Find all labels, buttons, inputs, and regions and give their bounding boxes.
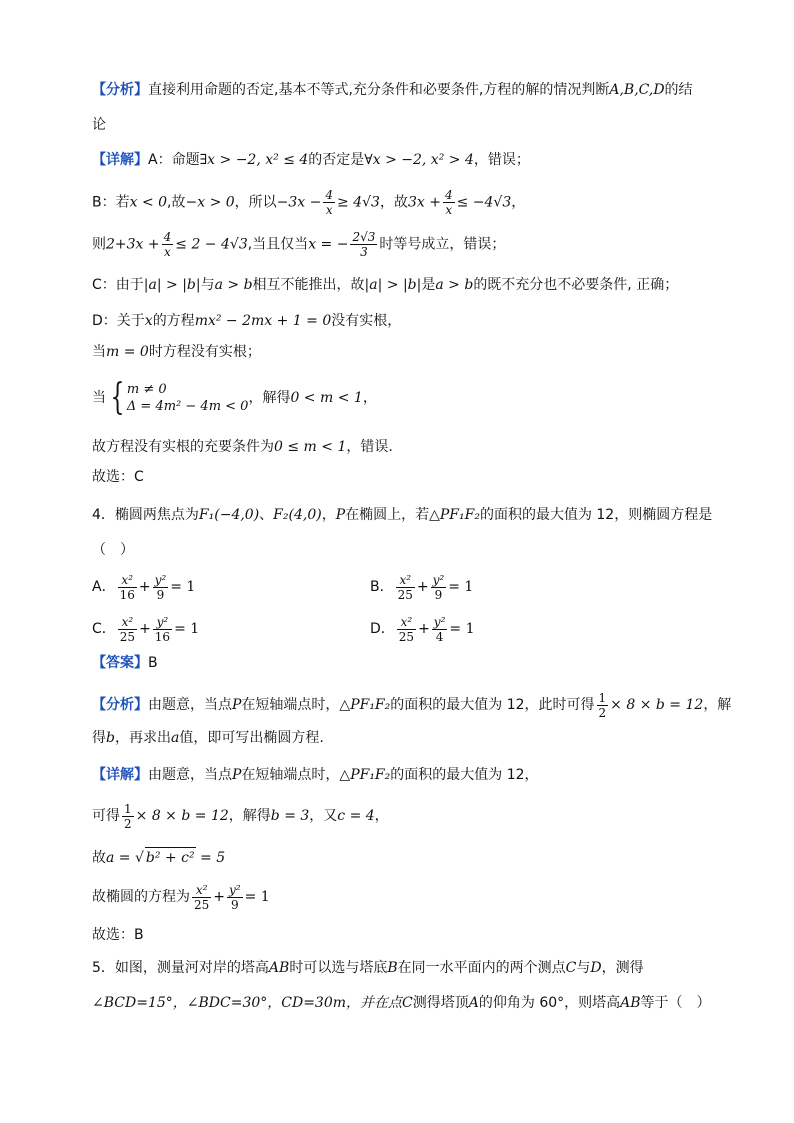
- q3-b-frac2: [443, 188, 455, 217]
- q4-detail: [92, 765, 539, 785]
- q4-de3-sqrt: b² + c²: [145, 847, 196, 868]
- system-row: m ≠ 0: [126, 382, 167, 397]
- option-y-frac: [153, 615, 172, 644]
- analysis-tag: 【分析】: [92, 82, 148, 98]
- q3-d4-text: 故方程没有实根的充要条件为: [92, 439, 274, 455]
- q4-an-c: 的面积的最大值为 12，此时可得: [390, 697, 595, 713]
- q4-de2-c: ，又: [309, 808, 338, 824]
- q4-stem-b: ，: [321, 507, 336, 523]
- q4-an-a: 由题意，当点: [148, 697, 232, 713]
- q4-de-p: P: [232, 767, 242, 783]
- option-x-frac: [118, 615, 137, 644]
- frac-numerator: y²: [153, 615, 172, 630]
- q4-de-c: 的面积的最大值为 12，: [390, 767, 539, 783]
- q4-option-b[interactable]: B． $\frac{\text{x²}}{25}$ + $\frac{\text{y²}}{9}$ = 1: [370, 572, 474, 602]
- q5-l1c: 在同一水平面内的两个测点: [397, 960, 566, 976]
- q3-analysis-tail: 的结: [664, 82, 693, 98]
- q3-b-mid1: ,故: [167, 194, 186, 211]
- q4-choice-text: 故选：B: [92, 927, 144, 943]
- q3-d-x: x: [144, 313, 153, 329]
- analysis-tag: 【分析】: [92, 697, 148, 713]
- q4-an-tri: △PF₁F₂: [339, 697, 391, 713]
- option-label: C．: [92, 621, 116, 637]
- frac-denominator: 16: [119, 587, 135, 602]
- q4-an2-a: 得: [92, 730, 106, 746]
- frac-numerator: 2√3: [352, 230, 376, 244]
- q4-an-expr: × 8 × b = 12: [610, 697, 704, 713]
- q3-analysis-line2: [92, 115, 106, 135]
- frac-numerator: x²: [397, 615, 416, 630]
- q3-detail-d3: [92, 378, 377, 418]
- option-eq: = 1: [449, 621, 475, 637]
- q3-b2-end: 时等号成立，错误；: [379, 236, 506, 253]
- q4-triangle: △PF₁F₂: [429, 507, 480, 523]
- frac-denominator: 3: [360, 245, 368, 259]
- q4-de4-xfrac: [192, 883, 211, 912]
- q3-c-mid1: 与: [200, 277, 215, 293]
- q4-detail2: [92, 800, 389, 832]
- q4-stem-c: 在椭圆上，若: [345, 507, 430, 523]
- q4-de2-d: ，: [374, 808, 389, 824]
- q3-c-expr2: a > b: [214, 277, 253, 293]
- q4-stem: [92, 505, 712, 525]
- frac-numerator: 1: [598, 690, 607, 705]
- option-eq: = 1: [448, 579, 474, 595]
- q3-d-mid: 的方程: [152, 313, 195, 329]
- frac-numerator: x²: [118, 573, 137, 588]
- q4-de2-b: ，解得: [228, 808, 271, 824]
- q5-l2-a: A: [468, 995, 479, 1011]
- q3-analysis-text: 直接利用命题的否定,基本不等式,充分条件和必要条件,方程的解的情况判断: [148, 82, 610, 98]
- q3-analysis-text2: 论: [92, 117, 106, 133]
- q3-a-label: A：命题: [148, 152, 200, 168]
- q4-de4-eq: = 1: [244, 889, 270, 905]
- q4-de-b: 在短轴端点时，: [241, 767, 340, 783]
- frac-denominator: 2: [598, 705, 607, 720]
- q4-an-b: 在短轴端点时，: [241, 697, 340, 713]
- q3-detail-a: [92, 150, 530, 170]
- brace-icon: {: [110, 377, 125, 418]
- q3-b-cond1: x < 0: [129, 194, 168, 211]
- q5-l2d: 的仰角为 60°，则塔高: [478, 995, 621, 1011]
- frac-numerator: 4: [163, 230, 172, 244]
- frac-denominator: 4: [435, 629, 444, 644]
- frac-denominator: x: [445, 203, 453, 217]
- q5-c: C: [565, 960, 577, 976]
- q5-l2ab: AB: [620, 995, 641, 1011]
- q3-b2-expr-b: ≤ 2 − 4√3: [175, 236, 248, 253]
- frac-denominator: 2: [124, 816, 132, 831]
- q4-answer: [92, 653, 158, 673]
- q4-option-c[interactable]: C． $\frac{\text{x²}}{25}$ + $\frac{\text{y²}}{16}$ = 1: [92, 614, 200, 644]
- option-label: D．: [370, 621, 395, 637]
- q4-paren-text: （ ）: [92, 542, 134, 558]
- q3-b-end: ，: [511, 194, 526, 211]
- q3-a-mid: 的否定是: [308, 152, 365, 168]
- q4-an-d: ，解: [703, 697, 732, 713]
- frac-numerator: y²: [154, 572, 167, 587]
- q3-d2-end: 时方程没有实根；: [148, 344, 261, 360]
- q3-choice-text: 故选：C: [92, 469, 144, 485]
- q4-choice: [92, 925, 144, 945]
- q4-focus2: F₂(4,0): [273, 507, 322, 523]
- q4-analysis2: [92, 728, 324, 748]
- frac-denominator: x: [325, 203, 333, 217]
- q3-analysis-options: A,B,C,D: [609, 82, 665, 98]
- system-row: Δ = 4m² − 4m < 0: [126, 399, 249, 414]
- q3-b-cond2: −x > 0: [185, 194, 235, 211]
- q3-a-expr2: ∀x > −2, x² > 4: [364, 152, 474, 168]
- q4-focus1: F₁(−4,0): [198, 507, 260, 523]
- q3-d2-expr: m = 0: [106, 344, 149, 360]
- q3-c-expr1b: |a| > |b|: [364, 277, 422, 293]
- frac-denominator: 25: [119, 629, 136, 644]
- q3-detail-b: [92, 188, 525, 217]
- q4-point-p: P: [335, 507, 346, 523]
- q5-stem2: [92, 993, 711, 1013]
- q5-l1d: 与: [576, 960, 591, 976]
- q3-b2-x: x = −: [308, 236, 349, 253]
- option-y-frac: [432, 615, 448, 644]
- q4-de2-a: 可得: [92, 808, 120, 824]
- frac-denominator: 16: [154, 629, 171, 644]
- q4-answer-value: B: [148, 655, 158, 671]
- q4-de-tri: △PF₁F₂: [339, 767, 391, 783]
- q3-b2-frac2: [350, 230, 377, 259]
- frac-denominator: x: [164, 245, 171, 259]
- q4-an2-b: ，再求出: [114, 730, 171, 746]
- frac-denominator: 9: [156, 587, 165, 602]
- q3-b2-prefix: 则: [92, 236, 106, 253]
- option-x-frac: [118, 573, 137, 602]
- option-eq: = 1: [174, 621, 200, 637]
- frac-denominator: 25: [194, 897, 210, 912]
- q5-stem1: [92, 958, 644, 978]
- q3-b-expr2a: 3x +: [407, 194, 441, 211]
- q3-d2-prefix: 当: [92, 344, 106, 360]
- q4-detail4: 故椭圆的方程为 $\frac{\text{x²}}{25}$ + $\frac{\text{y²}}{9}$ = 1: [92, 882, 270, 912]
- q4-de3-expr-b: = 5: [200, 850, 226, 866]
- frac-numerator: y²: [432, 572, 445, 587]
- q3-d3-mid: ，解得: [248, 390, 291, 406]
- q4-stem-d: 的面积的最大值为 12，则椭圆方程是: [479, 507, 713, 523]
- q4-analysis: [92, 690, 731, 720]
- q3-d4-expr: 0 ≤ m < 1: [274, 439, 347, 455]
- q3-c-expr2b: a > b: [435, 277, 474, 293]
- q4-de3-a: 故: [92, 850, 106, 866]
- q5-l2e: 等于（ ）: [640, 995, 711, 1011]
- q3-c-mid3: 是: [421, 277, 436, 293]
- q4-de4-a: 故椭圆的方程为: [92, 889, 190, 905]
- q4-de2-bval: b = 3: [270, 808, 310, 824]
- q3-b2-expr-a: 2+3x +: [106, 236, 160, 253]
- q3-b2-frac: [162, 230, 174, 259]
- half-frac: [122, 802, 134, 831]
- q4-option-a[interactable]: A． $\frac{\text{x²}}{16}$ + $\frac{\text{y²}}{9}$ = 1: [92, 572, 196, 602]
- q3-b-prefix: B：若: [92, 194, 130, 211]
- option-label: B．: [370, 579, 394, 595]
- frac-denominator: 25: [398, 629, 415, 644]
- q3-b-mid3: ，故: [379, 194, 408, 211]
- option-label: A．: [92, 579, 116, 595]
- q3-detail-b2: [92, 230, 505, 259]
- q3-d-prefix: D：关于: [92, 313, 145, 329]
- frac-numerator: x²: [118, 615, 137, 630]
- q3-c-prefix: C：由于: [92, 277, 144, 293]
- q5-d: D: [590, 960, 602, 976]
- frac-numerator: 1: [124, 801, 132, 816]
- q4-de-a: 由题意，当点: [148, 767, 232, 783]
- q5-l1e: ，测得: [601, 960, 644, 976]
- q4-de4-yfrac: [227, 883, 243, 912]
- q3-c-mid2: 相互不能推出，故: [252, 277, 365, 293]
- answer-tag: 【答案】: [92, 655, 148, 671]
- q5-ab: AB: [268, 960, 290, 976]
- q4-option-d[interactable]: D． $\frac{\text{x²}}{25}$ + $\frac{\text{y²}}{4}$ = 1: [370, 614, 475, 644]
- q3-d-eq: mx² − 2mx + 1 = 0: [194, 313, 332, 329]
- q4-an2-c: 值，即可写出椭圆方程.: [179, 730, 324, 746]
- q5-l1b: 时可以选与塔底: [289, 960, 388, 976]
- frac-numerator: x²: [192, 883, 211, 898]
- q3-b-frac1: [323, 188, 335, 217]
- q3-b2-mid: ,当且仅当: [247, 236, 309, 253]
- q4-de3-expr-a: a =: [106, 850, 131, 866]
- q3-d-end: 没有实根，: [331, 313, 402, 329]
- q3-d4-end: ，错误.: [346, 439, 393, 455]
- q3-d3-system: [127, 381, 249, 415]
- frac-denominator: 9: [434, 587, 443, 602]
- frac-numerator: 4: [444, 188, 453, 202]
- q3-d3-prefix: 当: [92, 390, 106, 406]
- q3-detail-c: [92, 275, 678, 295]
- option-y-frac: [431, 573, 447, 602]
- q4-an2-bvar: b: [106, 730, 115, 746]
- q3-detail-d: [92, 311, 401, 331]
- q3-d3-end: ，: [362, 390, 377, 406]
- q4-stem-a: 4．椭圆两焦点为: [92, 507, 199, 523]
- q4-an-p: P: [232, 697, 242, 713]
- q3-b-expr1b: ≥ 4√3: [337, 194, 380, 211]
- q4-an2-avar: a: [170, 730, 180, 746]
- option-eq: = 1: [170, 579, 196, 595]
- q3-d3-sol: 0 < m < 1: [290, 390, 363, 406]
- frac-denominator: 9: [230, 897, 239, 912]
- q4-de2-cval: c = 4: [337, 808, 375, 824]
- frac-numerator: y²: [229, 882, 241, 897]
- q3-detail-d4: [92, 437, 393, 457]
- q5-l2a: ∠BCD=15°，∠BDC=30°，CD=30m，并在点: [92, 995, 403, 1011]
- q3-c-end: 的既不充分也不必要条件, 正确；: [473, 277, 679, 293]
- q5-b: B: [387, 960, 398, 976]
- frac-numerator: 4: [325, 188, 334, 202]
- option-y-frac: [153, 573, 169, 602]
- q3-detail-d2: [92, 342, 261, 362]
- q3-b-mid2: ，所以: [234, 194, 277, 211]
- q4-de2-expr: × 8 × b = 12: [135, 808, 229, 824]
- q3-choice: [92, 467, 144, 487]
- q3-b-expr1a: −3x −: [276, 194, 322, 211]
- q3-c-expr1: |a| > |b|: [143, 277, 201, 293]
- q5-l2c: C: [402, 995, 413, 1011]
- detail-tag: 【详解】: [92, 767, 148, 783]
- q3-analysis-line: [92, 80, 693, 100]
- q3-a-end: ，错误；: [473, 152, 530, 168]
- option-x-frac: [397, 615, 416, 644]
- half-frac: [597, 691, 609, 720]
- frac-numerator: y²: [433, 614, 446, 629]
- q5-l1a: 5．如图，测量河对岸的塔高: [92, 960, 269, 976]
- q5-l2b: 测得塔顶: [412, 995, 469, 1011]
- q4-paren: [92, 540, 134, 560]
- option-x-frac: [396, 573, 415, 602]
- frac-denominator: 25: [397, 587, 413, 602]
- q4-sep: 、: [259, 507, 274, 523]
- q4-detail3: 故a = √ b² + c² = 5: [92, 847, 225, 868]
- q3-a-expr: ∃x > −2, x² ≤ 4: [199, 152, 309, 168]
- q3-b-expr2b: ≤ −4√3: [456, 194, 512, 211]
- detail-tag: 【详解】: [92, 152, 148, 168]
- frac-numerator: x²: [396, 573, 415, 588]
